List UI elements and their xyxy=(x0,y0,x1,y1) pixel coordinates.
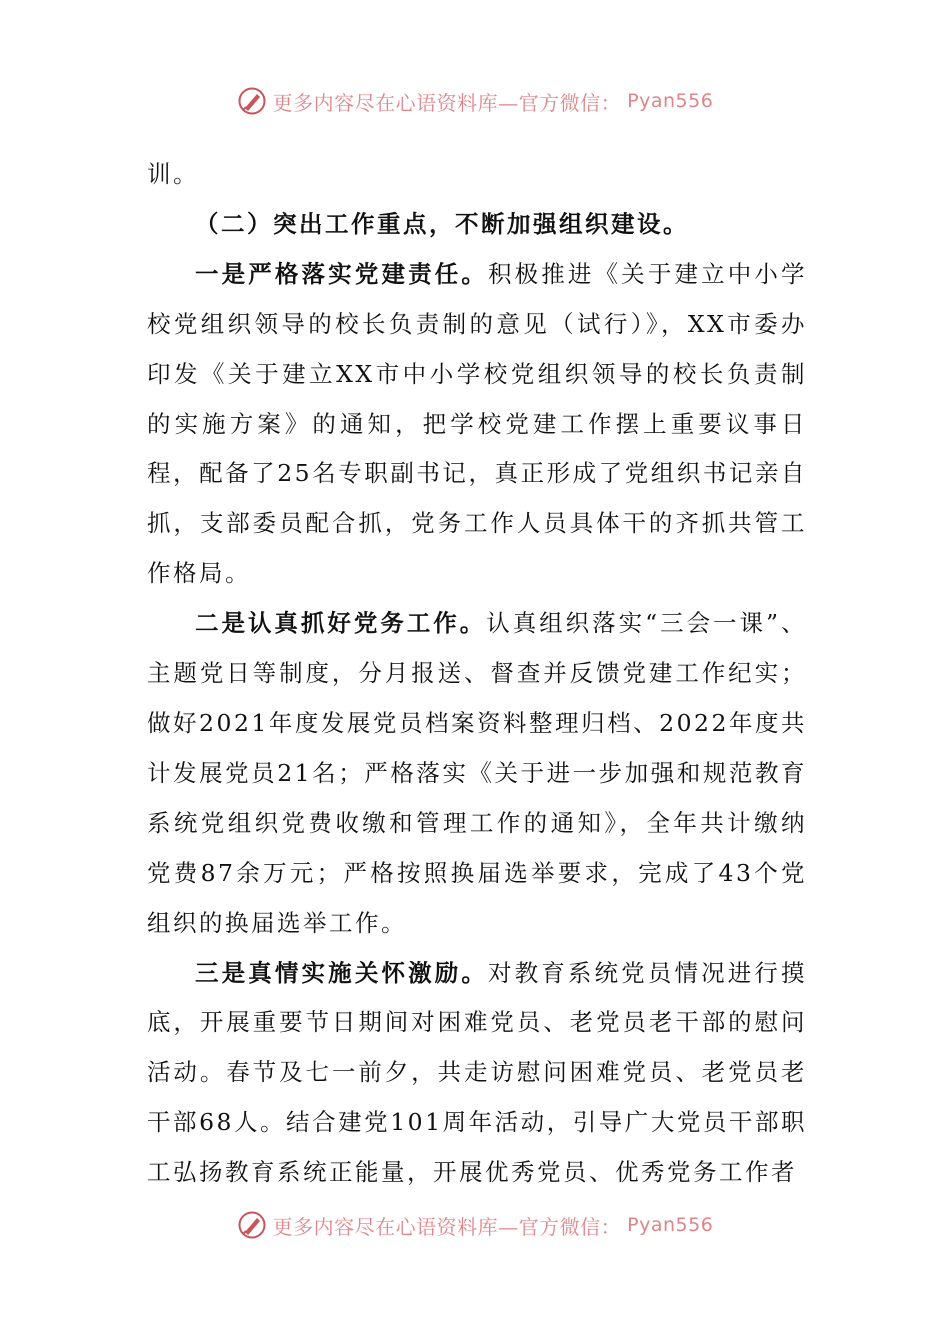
watermark-handle: Pyan556 xyxy=(627,90,714,112)
watermark-text: 更多内容尽在心语资料库—官方微信： xyxy=(272,90,622,115)
paragraph-lead: 一是严格落实党建责任。 xyxy=(195,259,488,288)
paragraph-body: 对教育系统党员情况进行摸底，开展重要节日期间对困难党员、老党员老干部的慰问活动。春节及七一前夕，共走访慰问困难党员、老党员老干部68人。结合建党101周年活动，引导广大党员干部职工弘扬教育系统正能量，开展优秀党员、优秀党务工作者 xyxy=(147,958,807,1187)
paragraph xyxy=(147,949,807,1199)
pen-logo-icon xyxy=(237,1210,267,1240)
watermark-header xyxy=(0,86,950,116)
paragraph xyxy=(147,250,807,599)
paragraph-body: 积极推进《关于建立中小学校党组织领导的校长负责制的意见（试行）》，XX市委办印发《关于建立XX市中小学校党组织领导的校长负责制的实施方案》的通知，把学校党建工作摆上重要议事日程，配备了25名专职副书记，真正形成了党组织书记亲自抓，支部委员配合抓，党务工作人员具体干的齐抓共管工作格局。 xyxy=(147,259,807,588)
pen-logo-icon xyxy=(237,86,267,116)
continuation-line: 训。 xyxy=(147,160,199,188)
paragraph-lead: 二是认真抓好党务工作。 xyxy=(195,609,487,638)
document-body xyxy=(147,150,807,1198)
watermark-text: 更多内容尽在心语资料库—官方微信： xyxy=(272,1214,622,1239)
paragraph-body: 认真组织落实“三会一课”、主题党日等制度，分月报送、督查并反馈党建工作纪实；做好2021年度发展党员档案资料整理归档、2022年度共计发展党员21名；严格落实《关于进一步加强和规范教育系统党组织党费收缴和管理工作的通知》，全年共计缴纳党费87余万元；严格按照换届选举要求，完成了43个党组织的换届选举工作。 xyxy=(147,609,808,937)
watermark-handle: Pyan556 xyxy=(627,1214,714,1236)
paragraph xyxy=(147,599,807,948)
section-heading: （二）突出工作重点，不断加强组织建设。 xyxy=(195,209,689,238)
watermark-footer xyxy=(0,1210,950,1240)
paragraph-lead: 三是真情实施关怀激励。 xyxy=(195,958,488,987)
